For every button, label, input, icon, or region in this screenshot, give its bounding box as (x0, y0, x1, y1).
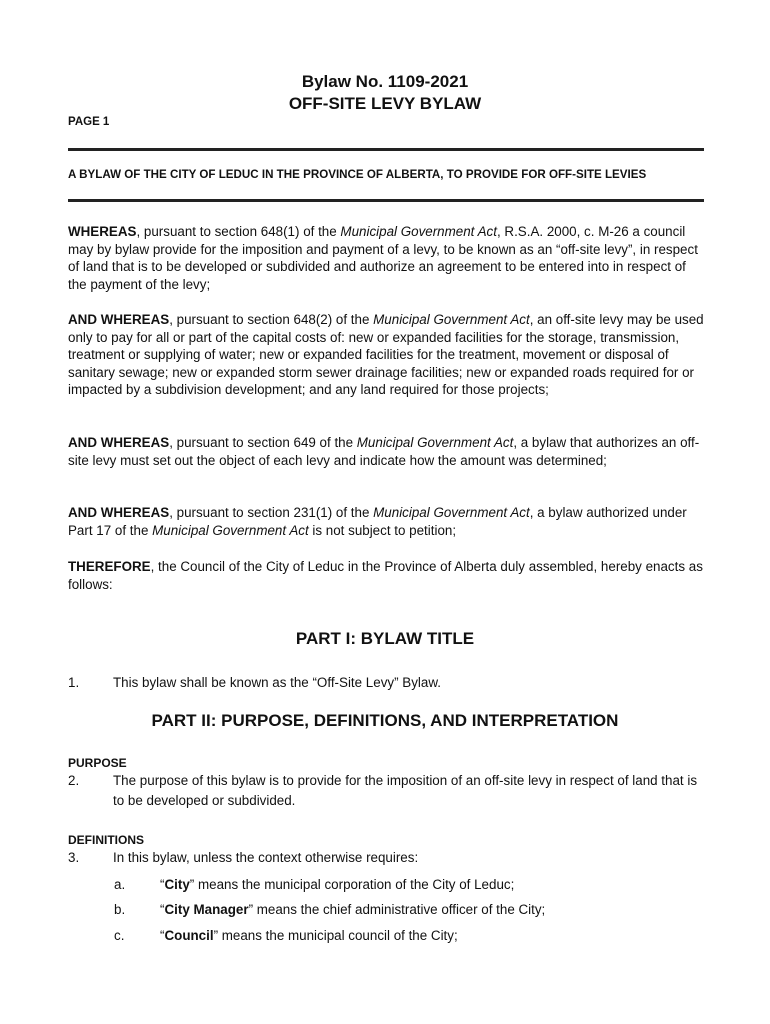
recital-enact (68, 558, 704, 593)
divider-top (68, 148, 704, 151)
recital-lead: WHEREAS (68, 224, 137, 239)
section-number: 3. (68, 850, 80, 865)
recital-text: , pursuant to section 648(2) of the (169, 312, 374, 327)
definition-letter: b. (114, 902, 126, 917)
act-name: Municipal Government Act (340, 224, 497, 239)
bylaw-heading: A BYLAW OF THE CITY OF LEDUC IN THE PROVINCE OF ALBERTA, TO PROVIDE FOR OFF-SITE LEVIES (68, 168, 647, 181)
definition-term: City (164, 877, 190, 892)
recital-4 (68, 504, 704, 539)
recital-text: , a bylaw that authorizes an off-site levy must set out the object of each levy and indicate how the amount was determined; (68, 435, 700, 468)
recital-lead: AND WHEREAS (68, 312, 170, 327)
definition-letter: a. (114, 877, 126, 892)
section-text: This bylaw shall be known as the “Off-Site Levy” Bylaw. (113, 675, 441, 690)
part1-title: PART I: BYLAW TITLE (295, 629, 475, 648)
bylaw-number: Bylaw No. 1109-2021 (301, 72, 469, 91)
bylaw-name: OFF-SITE LEVY BYLAW (288, 94, 482, 113)
recital-text: , an off-site levy may be used only to pay for all or part of the capital costs of: new or expanded facilities for the storage, transmission, treatment or supplying of water; new or expanded facilities for the treatment, movement or disposal of sanitary sewage; new or expanded storm sewer drainage facilities; new or expanded roads required for or impacted by a subdivision development; and any land required for those projects; (68, 312, 704, 398)
divider-bottom (68, 199, 704, 202)
quote: “ (160, 928, 165, 943)
part2-title: PART II: PURPOSE, DEFINITIONS, AND INTERPRETATION (151, 711, 619, 730)
recital-3 (68, 434, 704, 469)
section-number: 1. (68, 675, 80, 690)
recital-text: is not subject to petition; (308, 522, 457, 538)
section-text: The purpose of this bylaw is to provide for the imposition of an off-site levy in respect of land that is to be developed or subdivided. (113, 773, 698, 808)
recital-text: , pursuant to section 648(1) of the (136, 224, 341, 239)
page-label: PAGE 1 (68, 116, 110, 128)
definition-term: City Manager (164, 902, 249, 917)
definition-text: ” means the municipal corporation of the City of Leduc; (189, 877, 515, 892)
definition-text: ” means the chief administrative officer of the City; (248, 902, 546, 917)
definitions-heading: DEFINITIONS (68, 833, 145, 847)
recital-text: , the Council of the City of Leduc in the Province of Alberta duly assembled, hereby enacts as follows: (68, 559, 703, 592)
recital-text: , a bylaw authorized under Part 17 of the (68, 505, 687, 538)
definition-text: ” means the municipal council of the City; (213, 928, 458, 943)
definition-city (160, 877, 514, 892)
recital-lead: AND WHEREAS (68, 435, 170, 450)
recital-text: , pursuant to section 649 of the (169, 435, 357, 450)
act-name: Municipal Government Act (152, 522, 309, 538)
purpose-heading: PURPOSE (68, 756, 127, 770)
quote: “ (160, 877, 165, 892)
recital-text: , R.S.A. 2000, c. M-26 a council may by bylaw provide for the imposition and payment of a levy, to be known as an “off-site levy”, in respect of land that is to be developed or subdivided and authorize an agreement to be entered into in respect of the payment of the levy; (68, 224, 698, 292)
recital-1 (68, 223, 704, 293)
recital-2 (68, 311, 704, 399)
act-name: Municipal Government Act (373, 312, 530, 327)
section-text: In this bylaw, unless the context otherwise requires: (113, 850, 419, 865)
recital-text: , pursuant to section 231(1) of the (169, 505, 374, 520)
act-name: Municipal Government Act (373, 505, 530, 520)
definition-term: Council (164, 928, 214, 943)
recital-lead: AND WHEREAS (68, 505, 170, 520)
recital-lead: THEREFORE (68, 559, 151, 574)
quote: “ (160, 902, 165, 917)
definition-council (160, 928, 458, 943)
section-number: 2. (68, 773, 80, 788)
definition-letter: c. (114, 928, 125, 943)
act-name: Municipal Government Act (356, 435, 514, 450)
definition-city-manager (160, 902, 545, 917)
